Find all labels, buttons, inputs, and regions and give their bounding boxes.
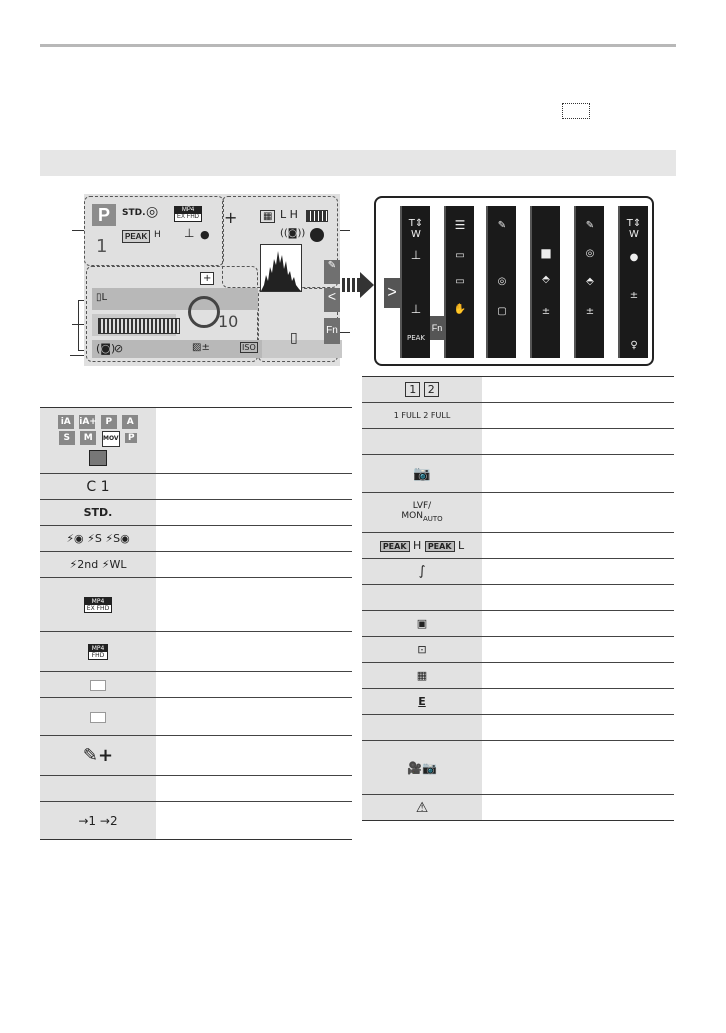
right-icon-table xyxy=(362,376,674,821)
creative-icon: ✎ xyxy=(497,220,507,231)
effect-icon: ⬘ xyxy=(586,276,594,287)
description-cell xyxy=(482,455,674,493)
custom-mode-icon: C 1 xyxy=(40,474,156,500)
record-dot-icon xyxy=(310,228,324,242)
creative-control-icon: ✎+ xyxy=(40,736,156,776)
description-cell xyxy=(482,377,674,403)
description-cell xyxy=(482,533,674,559)
table-row xyxy=(362,403,674,429)
description-cell xyxy=(156,736,352,776)
touch-tab-fn: Fn xyxy=(430,316,444,340)
table-row xyxy=(362,533,674,559)
description-cell xyxy=(156,776,352,802)
center-band xyxy=(92,288,258,310)
icon-cell xyxy=(40,408,156,474)
description-cell xyxy=(482,715,674,741)
arrow-head-icon xyxy=(360,272,374,298)
description-cell xyxy=(482,585,674,611)
description-cell xyxy=(482,429,674,455)
table-row xyxy=(362,795,674,821)
movie-photo-icon: 🎥📷 xyxy=(362,741,482,795)
description-cell xyxy=(482,663,674,689)
description-cell xyxy=(482,403,674,429)
af-mode-icon: + xyxy=(224,208,238,227)
photo-style-icon: STD. xyxy=(122,208,146,218)
effect-icon: ◎ xyxy=(497,276,507,287)
icon-cell xyxy=(362,585,482,611)
blank-frame-icon xyxy=(90,680,106,691)
mode-movie-icon: MOV xyxy=(102,431,120,447)
mode-ia-plus-icon: iA+ xyxy=(79,417,97,427)
callout-bracket xyxy=(78,300,79,350)
description-cell xyxy=(482,637,674,663)
description-cell xyxy=(482,795,674,821)
table-row xyxy=(362,611,674,637)
peak-icon: PEAK xyxy=(122,230,150,243)
wifi-icon: ☰ xyxy=(454,218,466,232)
table-row xyxy=(362,455,674,493)
mode-ia-icon: iA xyxy=(58,415,74,429)
level-gauge-icon: ⊥ xyxy=(184,226,195,240)
callout-line xyxy=(72,230,84,231)
icon-cell xyxy=(362,533,482,559)
self-timer-icon xyxy=(188,296,220,328)
exposure-comp-icon: ▨± xyxy=(192,342,210,353)
zoom-tele-label: T xyxy=(626,218,633,229)
table-row xyxy=(40,802,352,840)
level-icon: ⊥ xyxy=(410,248,422,262)
peak-low-icon: PEAK xyxy=(425,541,455,552)
card-2-icon: 2 xyxy=(424,382,439,397)
table-row xyxy=(40,526,352,552)
table-row xyxy=(362,493,674,533)
touch-strip: T⇕ W ⊥ ⊥ PEAK xyxy=(400,206,430,358)
hand-icon: ✋ xyxy=(453,304,467,315)
mp4-ex-fhd-icon: MP4 EX FHD xyxy=(84,597,112,613)
electronic-shutter-icon: E xyxy=(362,689,482,715)
grid-icon: ▦ xyxy=(362,663,482,689)
table-row xyxy=(362,429,674,455)
monitor-screen-diagram xyxy=(84,194,340,366)
table-row xyxy=(362,663,674,689)
mode-m-icon: M xyxy=(80,431,96,445)
photo-icon: ▭ xyxy=(455,250,465,261)
card-1-full-icon: 1 FULL xyxy=(393,411,421,420)
tone-curve-icon: ∫ xyxy=(362,559,482,585)
effect-icon: ◎ xyxy=(585,248,595,259)
description-cell xyxy=(156,474,352,500)
description-cell xyxy=(156,698,352,736)
touch-strip xyxy=(444,206,474,358)
table-row xyxy=(40,698,352,736)
exposure-comp-icon: ± xyxy=(541,306,551,317)
icon-cell xyxy=(40,632,156,672)
zoom-tele-label: T xyxy=(408,218,415,229)
size-icon: L H xyxy=(280,208,298,221)
flash-slow-icon: ⚡S xyxy=(87,532,102,545)
battery-icon xyxy=(306,210,328,222)
pen-icon: ✎ xyxy=(585,220,595,231)
card-1-icon: 1 xyxy=(405,382,420,397)
description-cell xyxy=(156,552,352,578)
icon-cell xyxy=(362,403,482,429)
description-cell xyxy=(156,500,352,526)
mic-icon: ♀ xyxy=(630,340,638,351)
exposure-comp-icon: ± xyxy=(585,306,595,317)
description-cell xyxy=(482,559,674,585)
mode-a-icon: A xyxy=(122,415,138,429)
drive-mode-icon: ▯L xyxy=(96,292,108,303)
table-row xyxy=(40,736,352,776)
peak-icon: PEAK xyxy=(406,334,426,342)
touch-strip xyxy=(530,206,560,358)
level-icon: ⊥ xyxy=(410,302,422,316)
table-row xyxy=(362,689,674,715)
highlight-shadow-icon: ⊡ xyxy=(362,637,482,663)
icon-cell xyxy=(40,578,156,632)
callout-line xyxy=(340,332,350,333)
description-cell xyxy=(156,578,352,632)
blank-frame-icon xyxy=(90,712,106,723)
touch-strip: T⇕ W ● ± ♀ xyxy=(618,206,648,358)
table-row xyxy=(40,408,352,474)
zoom-wide-label: W xyxy=(629,229,639,240)
card-slot-icon: 1 xyxy=(96,236,108,257)
self-timer-count: 10 xyxy=(218,312,239,331)
stabilizer-icon: ((◙)) xyxy=(280,228,306,239)
icon-cell xyxy=(40,698,156,736)
table-row xyxy=(362,585,674,611)
touch-strip xyxy=(574,206,604,358)
touch-strip xyxy=(486,206,516,358)
icon-cell xyxy=(40,802,156,840)
table-row xyxy=(40,672,352,698)
table-row xyxy=(362,715,674,741)
effect-icon: ▭ xyxy=(455,276,465,287)
description-cell xyxy=(482,493,674,533)
zoom-wide-label: W xyxy=(411,229,421,240)
warning-icon: ⚠ xyxy=(362,795,482,821)
mode-badge: P xyxy=(92,204,116,226)
exposure-meter xyxy=(98,318,180,334)
icon-cell xyxy=(362,715,482,741)
description-cell xyxy=(482,741,674,795)
description-cell xyxy=(156,672,352,698)
iso-icon: ISO xyxy=(242,343,256,352)
table-row xyxy=(40,776,352,802)
movie-camera-icon: ● xyxy=(200,228,210,241)
table-row xyxy=(362,637,674,663)
mode-p-small-icon: P xyxy=(125,433,137,443)
table-row xyxy=(362,559,674,585)
peak-high-level: H xyxy=(413,539,422,552)
peak-low-level: L xyxy=(458,539,465,552)
table-row xyxy=(40,578,352,632)
table-row xyxy=(362,377,674,403)
icon-cell xyxy=(40,672,156,698)
callout-line xyxy=(340,230,350,231)
mode-s-icon: S xyxy=(59,431,75,445)
top-rule xyxy=(40,44,676,47)
peak-high-icon: PEAK xyxy=(380,541,410,552)
card-2-full-icon: 2 FULL xyxy=(423,411,451,420)
mp4-fhd-icon: MP4 FHD xyxy=(88,644,109,660)
af-area-icon: + xyxy=(200,272,214,285)
icon-cell xyxy=(362,377,482,403)
flash-icon: ◎ xyxy=(146,204,159,220)
left-icon-table xyxy=(40,407,352,840)
flash-slow-redeye-icon: ⚡S◉ xyxy=(105,532,130,545)
lvf-mon-icon: LVF/ $MON_{AUTO}$ xyxy=(362,493,482,533)
mode-p-icon: P xyxy=(101,415,117,429)
touch-tab-panel xyxy=(374,196,654,366)
description-cell xyxy=(156,526,352,552)
table-row xyxy=(362,741,674,795)
flash-2nd-icon: ⚡2nd xyxy=(69,558,99,571)
touch-tab-fn: Fn xyxy=(324,318,340,344)
description-cell xyxy=(156,408,352,474)
icon-cell xyxy=(40,552,156,578)
card-icon: ▯ xyxy=(290,330,298,346)
frame-icon: ▢ xyxy=(497,306,507,317)
section-header-bar xyxy=(40,150,676,176)
histogram xyxy=(260,244,302,292)
mp4-fhd-icon: MP4 EX FHD xyxy=(174,206,202,222)
exposure-comp-icon: ± xyxy=(629,290,639,301)
multi-exposure-icon: ▣ xyxy=(362,611,482,637)
touch-tab-icon: ✎ xyxy=(324,260,340,284)
flash-wl-icon: ⚡WL xyxy=(101,558,127,571)
square-icon: ■ xyxy=(540,246,552,260)
description-cell xyxy=(482,611,674,637)
ev-icon: ⊘ xyxy=(114,342,124,355)
icon-cell xyxy=(362,429,482,455)
mode-scene-icon xyxy=(89,450,107,466)
card-slot-2-icon: →2 xyxy=(99,813,118,828)
icon-cell xyxy=(40,526,156,552)
metering-icon: (◙) xyxy=(96,342,116,355)
table-row xyxy=(40,552,352,578)
description-cell xyxy=(482,689,674,715)
touch-tab-arrow: < xyxy=(324,288,340,312)
camera-icon: 📷 xyxy=(362,455,482,493)
dotted-frame-symbol xyxy=(562,103,590,119)
movie-icon: ● xyxy=(629,252,639,263)
description-cell xyxy=(156,632,352,672)
description-cell xyxy=(156,802,352,840)
photo-style-icon: STD. xyxy=(40,500,156,526)
peak-level: H xyxy=(154,230,161,240)
icon-cell xyxy=(40,776,156,802)
touch-tab-arrow: > xyxy=(384,278,400,308)
arrow-icon xyxy=(342,278,362,292)
table-row xyxy=(40,500,352,526)
effect-icon: ⬘ xyxy=(542,274,550,285)
card-slot-1-icon: →1 xyxy=(78,813,97,828)
table-row xyxy=(40,632,352,672)
flash-redeye-icon: ⚡◉ xyxy=(66,532,84,545)
quality-icon: ▦ xyxy=(260,210,275,223)
table-row xyxy=(40,474,352,500)
